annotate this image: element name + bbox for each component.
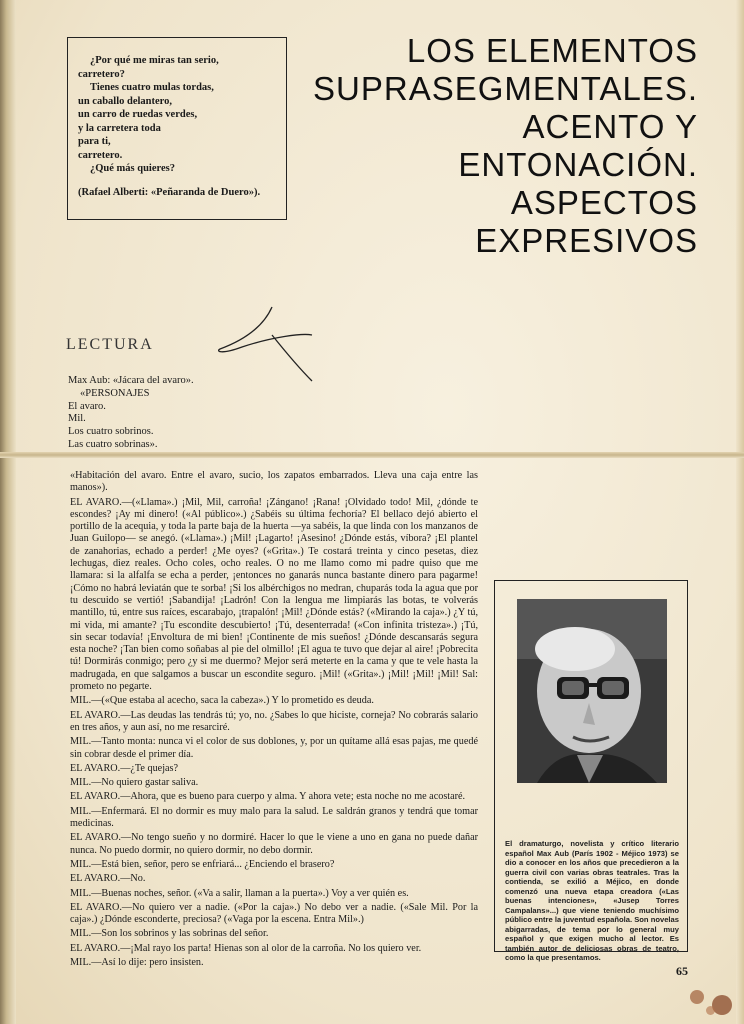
poem-line: un carro de ruedas verdes, — [78, 109, 198, 120]
play-text — [70, 470, 478, 971]
play-paragraph: EL AVARO.—Las deudas las tendrás tú; yo, no. ¿Sabes lo que hiciste, corneja? No cobrarás salario en tres años, y aun así, no me resarciré. — [70, 709, 478, 733]
chapter-title — [278, 32, 698, 260]
play-paragraph: MIL.—Enfermará. El no dormir es muy malo para la salud. Le saldrán granos y tendrá que tomar medicinas. — [70, 805, 478, 830]
play-paragraph: «Habitación del avaro. Entre el avaro, sucio, los zapatos embarrados. Lleva una caja entre las manos»). — [70, 470, 478, 494]
play-paragraph: EL AVARO.—¡Mal rayo los parta! Hienas son al olor de la carroña. No los quiero ver. — [70, 942, 422, 954]
play-source: Max Aub: «Jácara del avaro». — [68, 375, 194, 386]
personajes-heading: «PERSONAJES — [80, 387, 150, 399]
play-paragraph: EL AVARO.—Ahora, que es bueno para cuerpo y alma. Y ahora vete; esta noche no me acostaré. — [70, 791, 466, 803]
character-item: Las cuatro sobrinas». — [68, 438, 158, 450]
portrait-illustration — [517, 599, 667, 783]
title-line: ENTONACIÓN. — [458, 146, 698, 183]
character-item: El avaro. — [68, 400, 106, 412]
play-paragraph: MIL.—Son los sobrinos y las sobrinas del señor. — [70, 928, 269, 940]
poem-line: ¿Por qué me miras tan serio, — [90, 55, 219, 66]
title-line: ACENTO Y — [522, 108, 698, 145]
poem-author: (Rafael Alberti: «Peñaranda de Duero»). — [78, 186, 261, 198]
play-paragraph: MIL.—No quiero gastar saliva. — [70, 777, 199, 789]
page-binding-edge — [0, 0, 16, 1024]
title-line: EXPRESIVOS — [475, 222, 698, 259]
paper-stain — [690, 990, 704, 1004]
poem-line: para ti, — [78, 136, 111, 147]
poem-box — [67, 37, 287, 220]
play-paragraph: MIL.—Tanto monta: nunca vi el color de sus doblones, y, por un quítame allá esas pajas, me quedé sin cobrar desde el primer día. — [70, 736, 478, 760]
photo-caption: El dramaturgo, novelista y crítico literario español Max Aub (París 1902 - Méjico 1973) se dio a conocer en los años que precedieron a la guerra civil con varias obras teatrales. Tras la contienda, se exilió a Méjico, en donde comenzó una nueva etapa creadora («Las buenas intenciones», «Jusep Torres Campalans»...) que viene teniendo muchísimo público entre la juventud española. Son novelas abigarradas, de tema por lo general muy español y que exigen mucho al lector. Es también autor de deliciosas obras de teatro, como la que presentamos. — [505, 839, 679, 962]
page-fold-crease — [0, 452, 744, 458]
author-portrait-photo — [517, 599, 667, 783]
handwritten-pen-mark — [212, 305, 322, 385]
play-paragraph: MIL.—Buenas noches, señor. («Va a salir, llaman a la puerta».) Voy a ver quién es. — [70, 887, 409, 899]
author-photo-box — [494, 580, 688, 962]
title-line: LOS ELEMENTOS — [406, 32, 698, 69]
play-paragraph: EL AVARO.—No tengo sueño y no dormiré. Hacer lo que le viene a uno en gana no puede dañar nunca. No puedo dormir, no quiero dormir, no debo dormir. — [70, 832, 478, 856]
poem-line: ¿Qué más quieres? — [90, 163, 175, 174]
play-paragraph: MIL.—(«Que estaba al acecho, saca la cabeza».) Y lo prometido es deuda. — [70, 695, 374, 707]
play-paragraph: EL AVARO.—No quiero ver a nadie. («Por la caja».) No debo ver a nadie. («Sale Mil. Por la caja».) ¿Dónde esconderte, preciosa? («Vaga por la escena. Entra Mil».) — [70, 901, 478, 926]
poem-line: carretero. — [78, 149, 123, 161]
play-paragraph: EL AVARO.—¿Te quejas? — [70, 762, 179, 774]
character-item: Mil. — [68, 413, 86, 425]
title-line: ASPECTOS — [510, 184, 698, 221]
poem-line: Tienes cuatro mulas tordas, — [90, 82, 214, 93]
paper-stain — [706, 1006, 715, 1015]
play-paragraph: EL AVARO.—No. — [70, 873, 146, 885]
play-paragraph: EL AVARO.—(«Llama».) ¡Mil, Mil, carroña! ¡Zángano! ¡Rana! ¡Olvidado todo! Mil, ¿dónde te escondes? ¡Ay mi dinero! («Al público».) ¿Sabéis su última fechoría? El bellaco dejó abierto el portillo de la acequia, y toda la parte baja de la huerta —ya sabéis, la que linda con los manzanos de Juan Guilopo— se anegó. («Llama».) ¡Mil! ¡Lagarto! ¡Asesino! ¿Dónde estás, víbora? ¡El plantel de zanahorias, echado a perder! ¿Me oyes? («Grita».) Te costará treinta y cinco pesetas, diez lechugas, diez reales. Ocho coles, ocho reales. O no me llamo como mi padre quiso que me llamara: si la alfalfa se echa a perder, ¡entonces no ganarás nunca bastante dinero para pagarme! ¡Cómo no habrá leviatán que te sorba! ¡Si los albérchigos no medran, chuparás toda la agua que por tu descuido se vertió! ¡Sabandija! ¡Ladrón! Con la lengua me limpiarás las botas, te volverás mantillo, tú, entre sus raíces, escarabajo, ¡trapalón! ¡Mil! ¿Dónde estás? («Mirando la caja».) ¿Y tú, mi vida, mi amante? ¡Tu escondite descubierto! ¡Tú, desenterrada! («Con infinita tristeza».) ¡Tú, sin secar todavía! ¡Envoltura de mi bien! ¡Continente de mis sueños! ¿Dónde descansarás segura esta noche? ¡Tan bien como soñabas al pie del olmillo! ¡El agua te tuvo que dejar al aire! ¡Pobrecita tú! Dormirás conmigo; pero ¿y si me duermo? Mejor será meterte en la cama y que te vele hasta la madrugada, en que salgamos a buscar un escondite seguro. ¡Mil! («Grita».) ¡Mil! ¡Mil! ¡Mil! Sal: prometo no pegarte. — [70, 496, 478, 693]
character-item: Los cuatro sobrinos. — [68, 426, 154, 438]
page-right-edge — [736, 0, 744, 1024]
poem-line: un caballo delantero, — [78, 95, 173, 107]
page-number: 65 — [676, 964, 688, 978]
section-heading-lectura: LECTURA — [66, 336, 154, 353]
poem-line: carretero? — [78, 68, 125, 80]
play-paragraph: MIL.—Está bien, señor, pero se enfriará... ¿Enciendo el brasero? — [70, 858, 335, 870]
title-line: SUPRASEGMENTALES. — [313, 70, 698, 107]
play-paragraph: MIL.—Así lo dije: pero insisten. — [70, 956, 204, 968]
poem-line: y la carretera toda — [78, 122, 161, 134]
paper-stain — [712, 995, 732, 1015]
play-info — [68, 375, 194, 452]
